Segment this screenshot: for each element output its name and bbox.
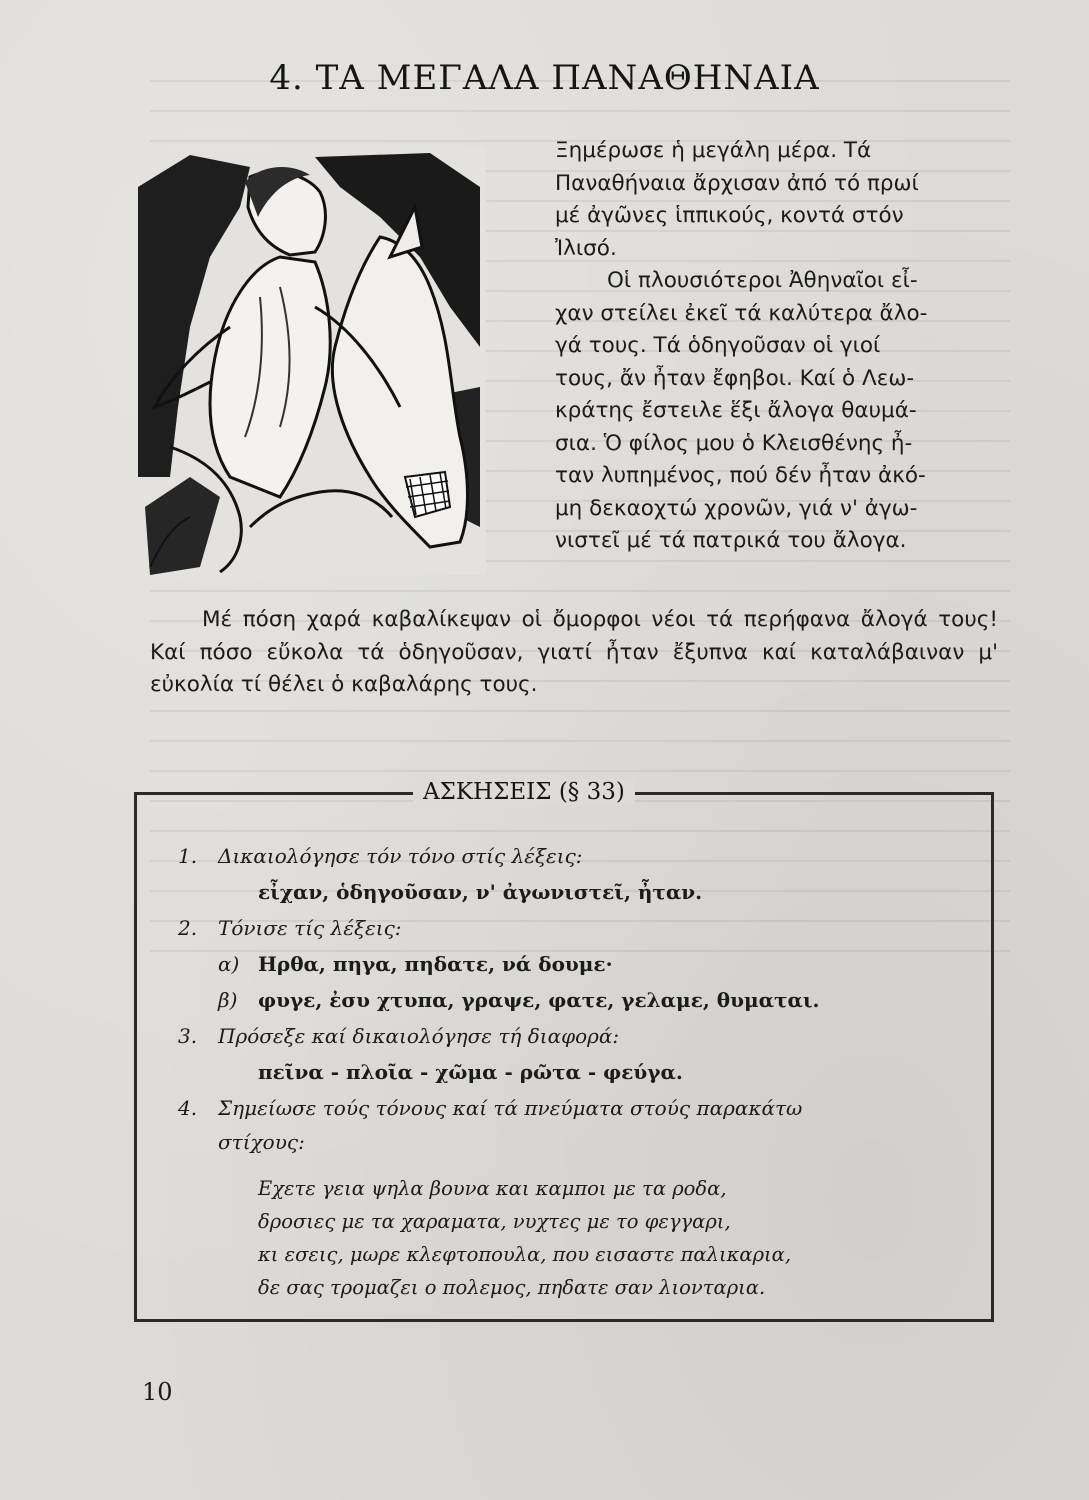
exercise-4-instruction-cont: στίχους: [218, 1130, 305, 1154]
lead-line: Ἰλισό. [555, 235, 617, 261]
exercise-number: 3. [178, 1024, 198, 1048]
item-words: Ηρθα, πηγα, πηδατε, νά δουμε· [258, 952, 613, 976]
lead-line: Οἱ πλουσιότεροι Ἀθηναῖοι εἶ- [607, 268, 918, 293]
lead-line: ταν λυπημένος, πού δέν ἦταν ἀκό- [555, 463, 926, 488]
lead-paragraph [555, 135, 995, 558]
exercise-number: 2. [178, 916, 198, 940]
chapter-title: 4. ΤΑ ΜΕΓΑΛΑ ΠΑΝΑΘΗΝΑΙΑ [269, 58, 820, 98]
exercise-3-instruction [178, 1024, 619, 1048]
instruction-text: Δικαιολόγησε τόν τόνο στίς λέξεις: [218, 844, 583, 868]
exercises-heading: ΑΣΚΗΣΕΙΣ (§ 33) [413, 779, 635, 805]
exercise-3-words: πεῖνα - πλοῖα - χῶμα - ρῶτα - φεύγα. [258, 1060, 683, 1084]
poem-line: κι εσεις, μωρε κλεφτοπουλα, που εισαστε παλικαρια, [258, 1243, 792, 1266]
page-number: 10 [142, 1378, 173, 1406]
body-paragraph [150, 604, 998, 702]
lead-line: Ξημέρωσε ἡ μεγάλη μέρα. Τά [555, 138, 872, 163]
exercise-4-instruction [178, 1096, 802, 1120]
exercise-number: 4. [178, 1096, 198, 1120]
exercise-2b [218, 988, 820, 1012]
exercise-number: 1. [178, 844, 198, 868]
lead-line: τους, ἄν ἦταν ἔφηβοι. Καί ὁ Λεω- [555, 365, 915, 391]
lead-line: μη δεκαοχτώ χρονῶν, γιά ν' ἀγω- [555, 495, 918, 521]
item-label: β) [218, 988, 238, 1012]
item-words: φυγε, ἐσυ χτυπα, γραψε, φατε, γελαμε, θυμαται. [258, 988, 820, 1012]
lead-line: κράτης ἔστειλε ἕξι ἄλογα θαυμά- [555, 398, 917, 423]
lead-line: χαν στείλει ἐκεῖ τά καλύτερα ἄλο- [555, 300, 928, 326]
poem-line: δροσιες με τα χαραματα, νυχτες με το φεγγαρι, [258, 1210, 731, 1233]
exercise-1-instruction [178, 844, 583, 868]
paragraph-text: Μέ πόση χαρά καβαλίκεψαν οἱ ὄμορφοι νέοι τά περήφανα ἄλογά τους! Καί πόσο εὔκολα τά ὁδηγοῦσαν, γιατί ἦταν ἔξυπνα καί καταλάβαιναν μ' εὐκολία τί θέλει ὁ καβαλάρης τους. [150, 607, 998, 697]
lead-line: γά τους. Τά ὁδηγοῦσαν οἱ γιοί [555, 333, 881, 358]
poem-line: Εχετε γεια ψηλα βουνα και καμποι με τα ροδα, [258, 1177, 727, 1200]
exercise-2-instruction [178, 916, 402, 940]
lead-line: μέ ἀγῶνες ἱππικούς, κοντά στόν [555, 203, 904, 228]
instruction-text: Σημείωσε τούς τόνους καί τά πνεύματα στούς παρακάτω [218, 1096, 803, 1120]
instruction-text: Τόνισε τίς λέξεις: [218, 916, 402, 940]
lead-line: νιστεῖ μέ τά πατρικά του ἄλογα. [555, 528, 907, 553]
lead-line: σια. Ὁ φίλος μου ὁ Κλεισθένης ἦ- [555, 430, 913, 456]
item-label: α) [218, 952, 240, 976]
instruction-text: Πρόσεξε καί δικαιολόγησε τή διαφορά: [218, 1024, 620, 1048]
exercise-1-words: εἶχαν, ὁδηγοῦσαν, ν' ἀγωνιστεῖ, ἦταν. [258, 880, 703, 904]
exercise-2a [218, 952, 613, 976]
poem-verses [258, 1172, 958, 1304]
poem-line: δε σας τρομαζει ο πολεμος, πηδατε σαν λιονταρια. [258, 1276, 766, 1299]
rider-horse-illustration [130, 147, 486, 575]
lead-line: Παναθήναια ἄρχισαν ἀπό τό πρωί [555, 170, 919, 196]
